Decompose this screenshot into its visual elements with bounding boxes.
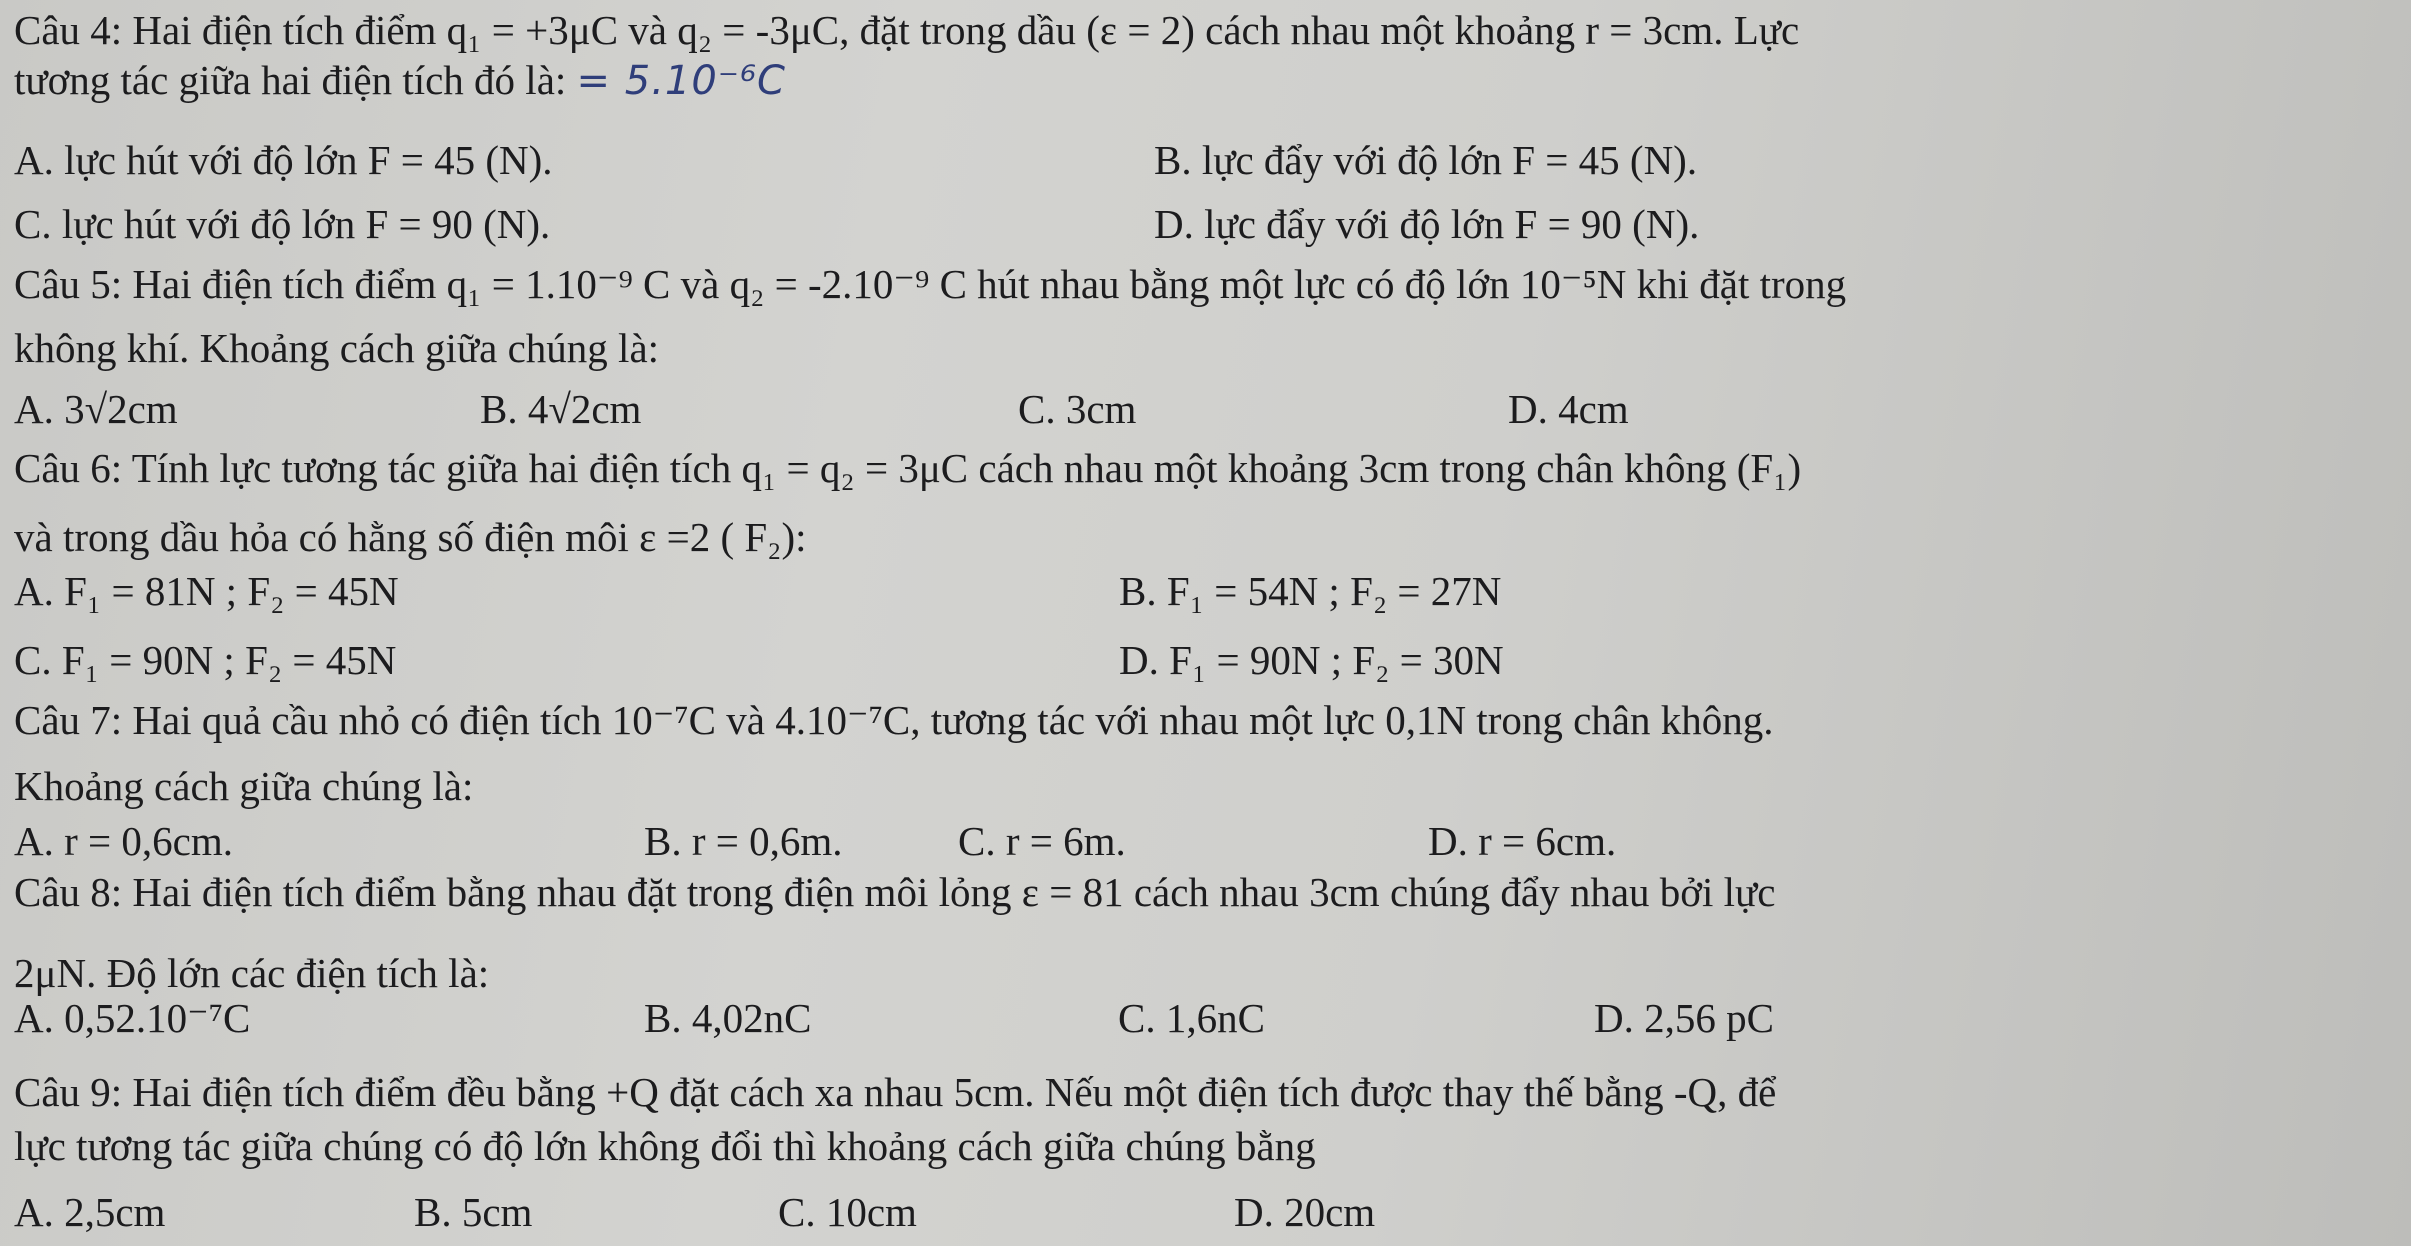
q7-option-a: A. r = 0,6cm.: [14, 818, 233, 864]
q4-option-b: B. lực đẩy với độ lớn F = 45 (N).: [1154, 137, 1698, 183]
q9-option-b: B. 5cm: [414, 1189, 533, 1235]
q7-stem-line1: Câu 7: Hai quả cầu nhỏ có điện tích 10⁻⁷C và 4.10⁻⁷C, tương tác với nhau một lực 0,1N trong chân không.: [14, 697, 1774, 743]
q9-option-a: A. 2,5cm: [14, 1189, 166, 1235]
q6-option-b: B. F₁ = 54N ; F₂ = 27N: [1119, 568, 1502, 614]
q7-option-d: D. r = 6cm.: [1428, 818, 1617, 864]
q4-stem-text: tương tác giữa hai điện tích đó là:: [14, 57, 567, 103]
q8-stem-line2: 2μN. Độ lớn các điện tích là:: [14, 950, 490, 996]
q6-stem-line1: Câu 6: Tính lực tương tác giữa hai điện tích q₁ = q₂ = 3μC cách nhau một khoảng 3cm trong chân không (F₁): [14, 445, 1802, 491]
q6-stem-line2: và trong dầu hỏa có hằng số điện môi ε =2 ( F₂):: [14, 514, 807, 560]
q4-option-d: D. lực đẩy với độ lớn F = 90 (N).: [1154, 201, 1700, 247]
q6-option-d: D. F₁ = 90N ; F₂ = 30N: [1119, 637, 1504, 683]
q4-option-a: A. lực hút với độ lớn F = 45 (N).: [14, 137, 553, 183]
q9-option-c: C. 10cm: [778, 1189, 917, 1235]
q4-stem-line2: [14, 54, 786, 107]
q8-option-a: A. 0,52.10⁻⁷C: [14, 995, 251, 1041]
q5-option-c: C. 3cm: [1018, 386, 1137, 432]
q4-handwritten-note: = 5.10⁻⁶C: [576, 58, 786, 104]
q5-option-b: B. 4√2cm: [480, 386, 642, 432]
q8-option-b: B. 4,02nC: [644, 995, 812, 1041]
q5-option-d: D. 4cm: [1508, 386, 1629, 432]
q8-stem-line1: Câu 8: Hai điện tích điểm bằng nhau đặt trong điện môi lỏng ε = 81 cách nhau 3cm chúng đẩy nhau bởi lực: [14, 869, 1776, 915]
q4-stem-line1: Câu 4: Hai điện tích điểm q₁ = +3μC và q₂ = -3μC, đặt trong dầu (ε = 2) cách nhau một khoảng r = 3cm. Lực: [14, 7, 1800, 53]
q8-option-c: C. 1,6nC: [1118, 995, 1265, 1041]
q7-option-c: C. r = 6m.: [958, 818, 1126, 864]
q5-stem-line2: không khí. Khoảng cách giữa chúng là:: [14, 325, 660, 371]
q7-stem-line2: Khoảng cách giữa chúng là:: [14, 763, 474, 809]
q8-option-d: D. 2,56 pC: [1594, 995, 1774, 1041]
q5-option-a: A. 3√2cm: [14, 386, 178, 432]
q6-option-a: A. F₁ = 81N ; F₂ = 45N: [14, 568, 399, 614]
q7-option-b: B. r = 0,6m.: [644, 818, 843, 864]
q4-option-c: C. lực hút với độ lớn F = 90 (N).: [14, 201, 551, 247]
q9-stem-line2: lực tương tác giữa chúng có độ lớn không đổi thì khoảng cách giữa chúng bằng: [14, 1123, 1316, 1169]
q9-option-d: D. 20cm: [1234, 1189, 1376, 1235]
q6-option-c: C. F₁ = 90N ; F₂ = 45N: [14, 637, 397, 683]
q9-stem-line1: Câu 9: Hai điện tích điểm đều bằng +Q đặt cách xa nhau 5cm. Nếu một điện tích được thay thế bằng -Q, để: [14, 1069, 1777, 1115]
q5-stem-line1: Câu 5: Hai điện tích điểm q₁ = 1.10⁻⁹ C và q₂ = -2.10⁻⁹ C hút nhau bằng một lực có độ lớn 10⁻⁵N khi đặt trong: [14, 261, 1847, 307]
